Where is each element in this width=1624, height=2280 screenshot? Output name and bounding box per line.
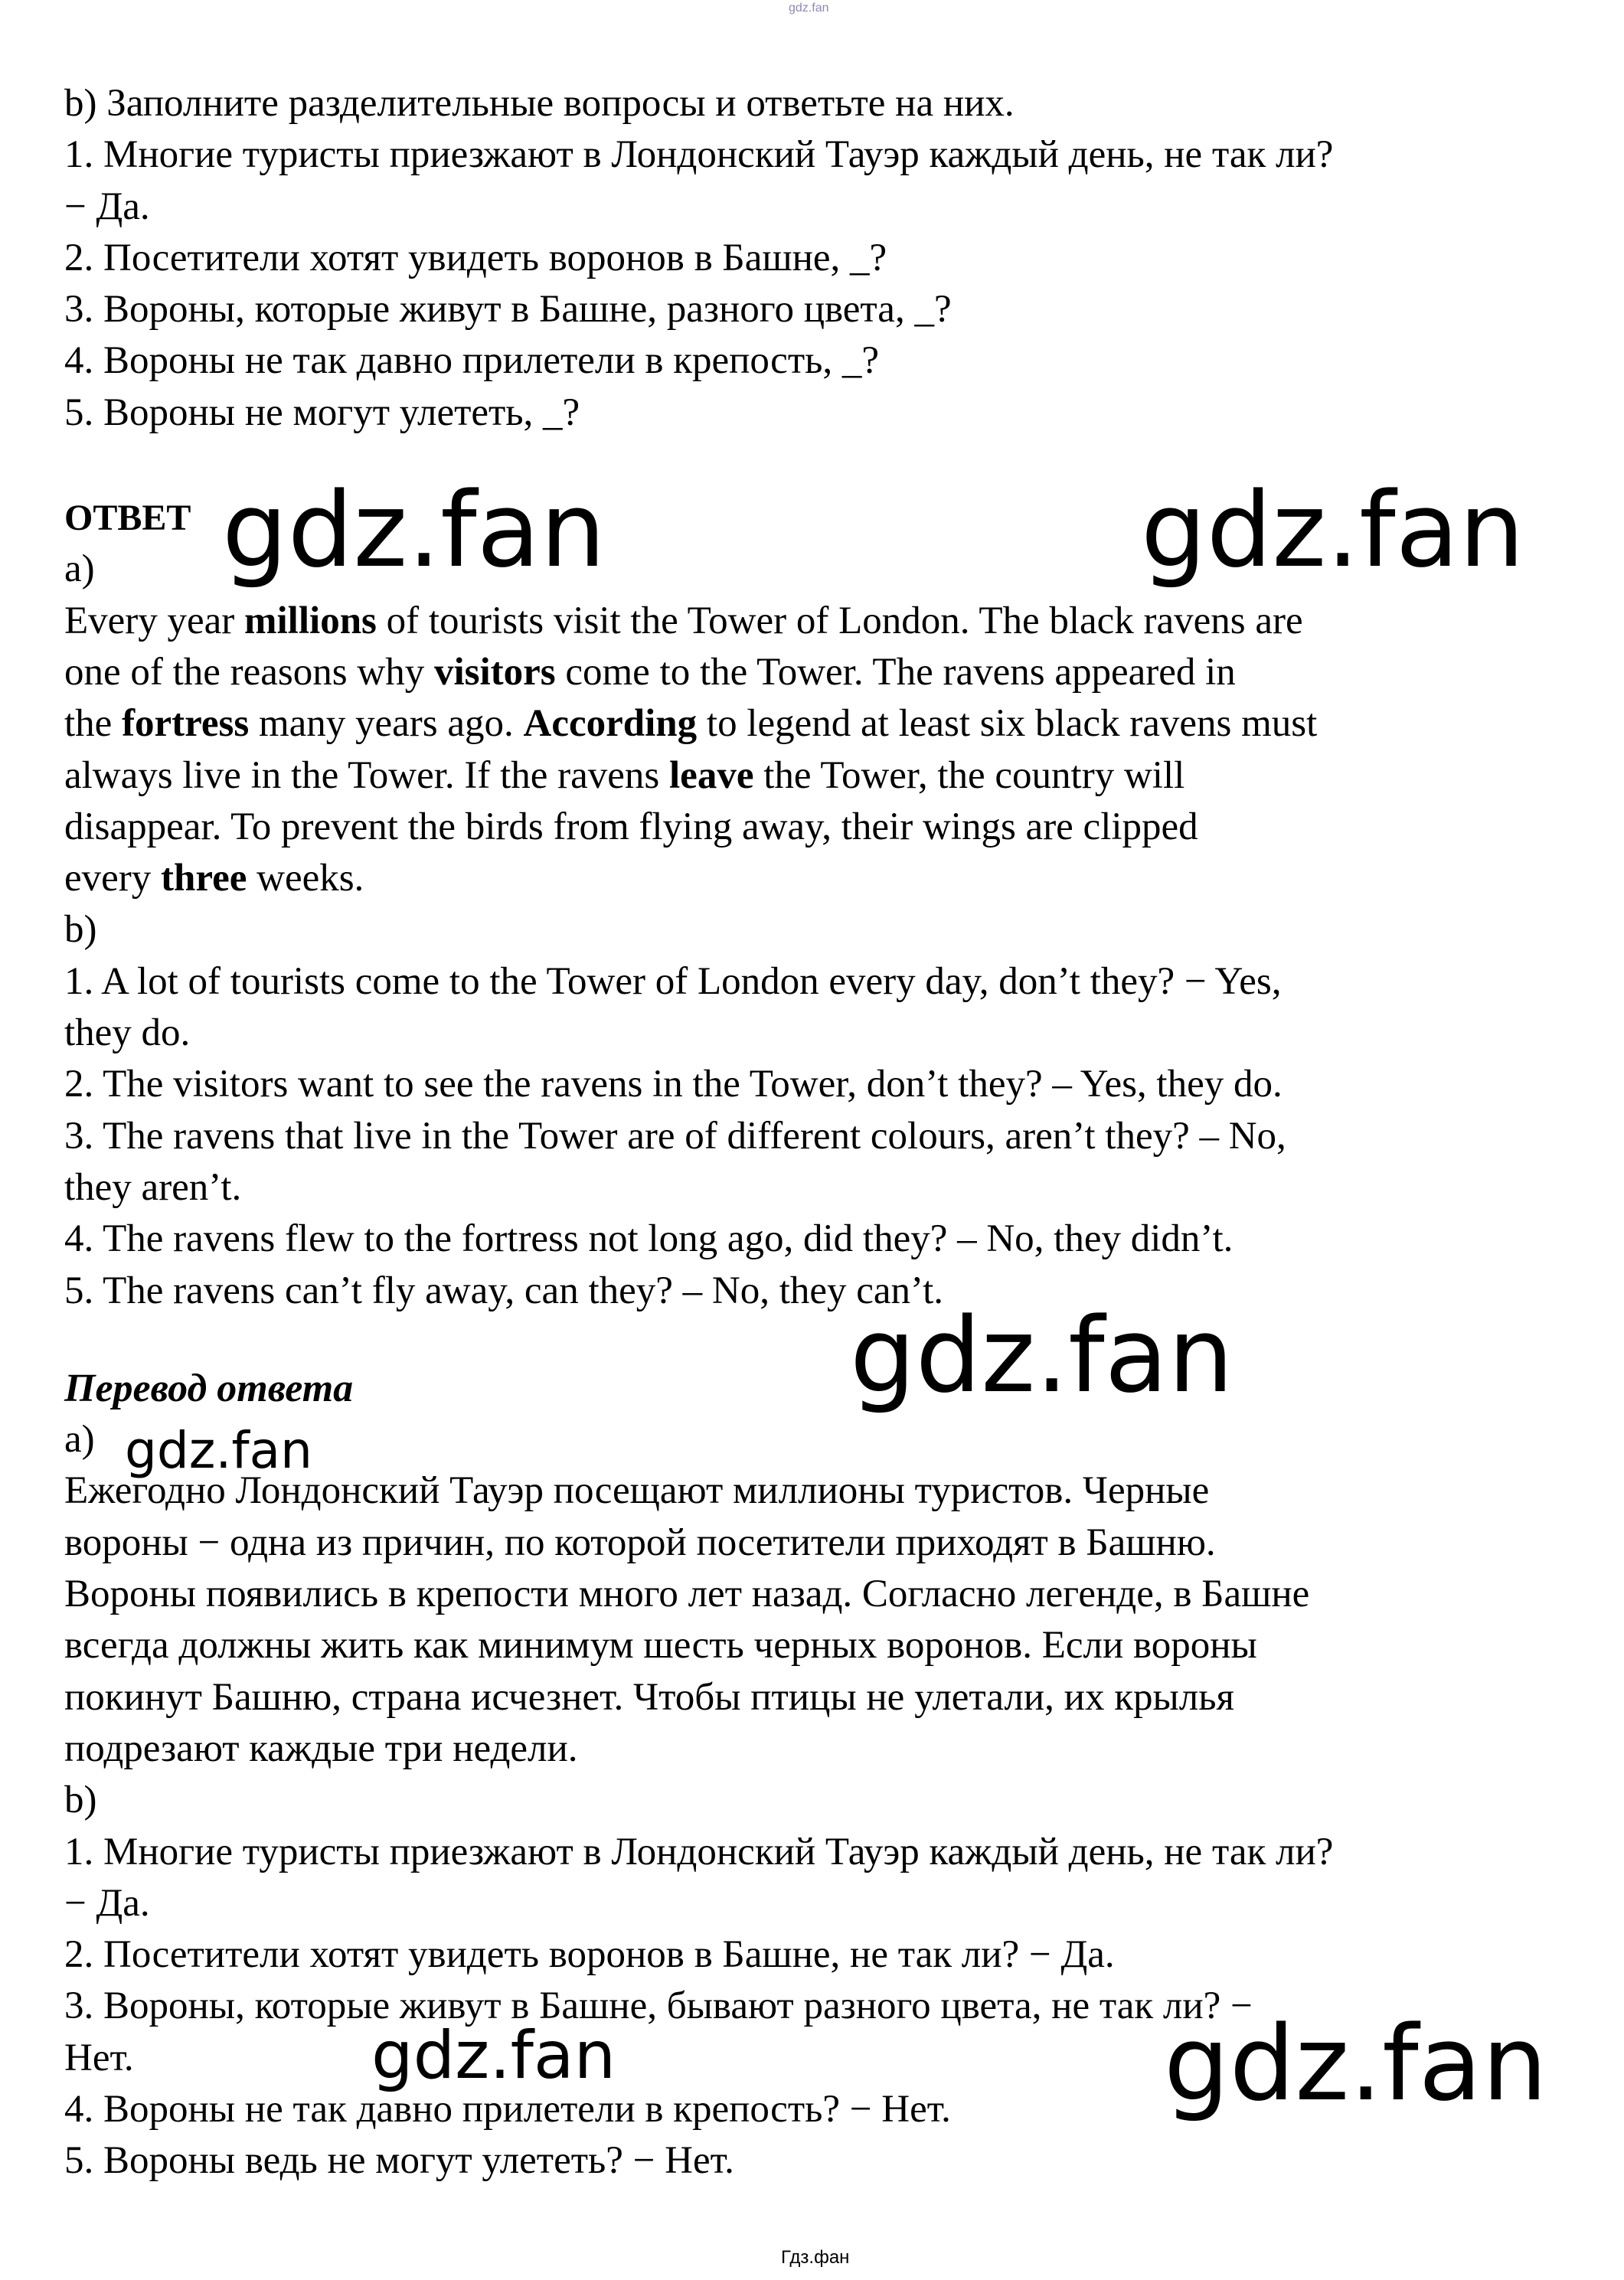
- bold-word: visitors: [433, 650, 556, 694]
- answer-item: they aren’t.: [64, 1165, 242, 1209]
- text-segment: many years ago.: [249, 702, 524, 746]
- answer-part-b-list: [64, 956, 1580, 1317]
- text-segment: always live in the Tower. If the ravens: [64, 753, 670, 797]
- text-segment: one of the reasons why: [64, 650, 434, 694]
- translation-part-a-label: a): [64, 1418, 95, 1462]
- answer-part-a-label: a): [64, 547, 95, 591]
- translation-item: 1. Многие туристы приезжают в Лондонский Тауэр каждый день, не так ли?: [64, 1830, 1334, 1873]
- translation-item: 4. Вороны не так давно прилетели в крепость? − Нет.: [64, 2087, 951, 2131]
- translation-paragraph-line: покинут Башню, страна исчезнет. Чтобы птицы не улетали, их крылья: [64, 1675, 1234, 1719]
- translation-paragraph-line: всегда должны жить как минимум шесть черных воронов. Если вороны: [64, 1624, 1257, 1668]
- translation-item: 3. Вороны, которые живут в Башне, бывают разного цвета, не так ли? −: [64, 1984, 1253, 2028]
- bold-word: leave: [669, 753, 754, 797]
- answer-item: they do.: [64, 1011, 191, 1055]
- task-item: 2. Посетители хотят увидеть воронов в Башне, _?: [64, 236, 887, 279]
- bold-word: According: [523, 702, 698, 746]
- text-segment: the: [64, 702, 123, 746]
- task-item: − Да.: [64, 185, 150, 228]
- answer-item: 1. A lot of tourists come to the Tower of London every day, don’t they? − Yes,: [64, 959, 1282, 1003]
- watermark: gdz.fan: [1164, 2004, 1547, 2124]
- task-items: [64, 129, 1580, 439]
- watermark: gdz.fan: [850, 1295, 1234, 1416]
- translation-item: Нет.: [64, 2036, 134, 2079]
- answer-item: 2. The visitors want to see the ravens in the Tower, don’t they? – Yes, they do.: [64, 1063, 1283, 1106]
- top-watermark: gdz.fan: [789, 2, 829, 15]
- answer-paragraph-line: [64, 596, 1580, 647]
- answer-paragraph-line: [64, 698, 1580, 750]
- text-segment: to legend at least six black ravens must: [697, 702, 1318, 746]
- translation-paragraph-line: Вороны появились в крепости много лет назад. Согласно легенде, в Башне: [64, 1573, 1310, 1616]
- text-segment: every: [64, 857, 162, 900]
- watermark: gdz.fan: [222, 470, 606, 590]
- task-item: 1. Многие туристы приезжают в Лондонский Тауэр каждый день, не так ли?: [64, 133, 1334, 177]
- text-segment: of tourists visit the Tower of London. The black ravens are: [376, 599, 1303, 642]
- translation-part-b-label: b): [64, 1779, 97, 1822]
- answer-heading: ОТВЕТ: [64, 498, 191, 539]
- text-segment: disappear. To prevent the birds from flying away, their wings are clipped: [64, 805, 1198, 848]
- task-title: b) Заполните разделительные вопросы и ответьте на них.: [64, 82, 1015, 125]
- answer-paragraph-line: [64, 647, 1580, 698]
- answer-item: 3. The ravens that live in the Tower are of different colours, aren’t they? – No,: [64, 1114, 1286, 1158]
- translation-item: 2. Посетители хотят увидеть воронов в Башне, не так ли? − Да.: [64, 1933, 1115, 1977]
- answer-item: 5. The ravens can’t fly away, can they? – No, they can’t.: [64, 1269, 944, 1312]
- document-content: [64, 78, 1580, 2187]
- watermark: gdz.fan: [371, 2017, 616, 2094]
- text-segment: the Tower, the country will: [753, 753, 1185, 797]
- translation-heading: Перевод ответа: [64, 1366, 354, 1410]
- translation-paragraph-line: Ежегодно Лондонский Тауэр посещают миллионы туристов. Черные: [64, 1469, 1210, 1513]
- bold-word: three: [161, 857, 247, 900]
- watermark: gdz.fan: [125, 1421, 312, 1480]
- text-segment: come to the Tower. The ravens appeared in: [555, 650, 1236, 694]
- answer-section: [64, 492, 1580, 1317]
- translation-item: − Да.: [64, 1881, 150, 1925]
- answer-paragraph-line: [64, 802, 1580, 853]
- translation-item: 5. Вороны ведь не могут улететь? − Нет.: [64, 2139, 734, 2183]
- answer-item: 4. The ravens flew to the fortress not long ago, did they? – No, they didn’t.: [64, 1217, 1234, 1261]
- text-segment: Every year: [64, 599, 245, 642]
- bold-word: millions: [244, 599, 377, 642]
- translation-paragraph-line: вороны − одна из причин, по которой посетители приходят в Башню.: [64, 1521, 1216, 1564]
- answer-paragraph-line: [64, 750, 1580, 802]
- answer-part-a-text: [64, 596, 1580, 905]
- answer-part-b-label: b): [64, 908, 97, 952]
- translation-paragraph-line: подрезают каждые три недели.: [64, 1726, 578, 1770]
- answer-paragraph-line: [64, 853, 1580, 904]
- task-item: 3. Вороны, которые живут в Башне, разного цвета, _?: [64, 288, 952, 332]
- watermark: gdz.fan: [1141, 470, 1524, 590]
- bold-word: fortress: [122, 702, 250, 746]
- spacer: [64, 1317, 1580, 1363]
- task-item: 4. Вороны не так давно прилетели в крепость, _?: [64, 339, 880, 383]
- text-segment: weeks.: [247, 857, 364, 900]
- page-footer: Гдз.фан: [781, 2247, 850, 2268]
- task-item: 5. Вороны не могут улететь, _?: [64, 390, 580, 434]
- translation-part-a-text: [64, 1465, 1580, 1775]
- task-section: [64, 78, 1580, 439]
